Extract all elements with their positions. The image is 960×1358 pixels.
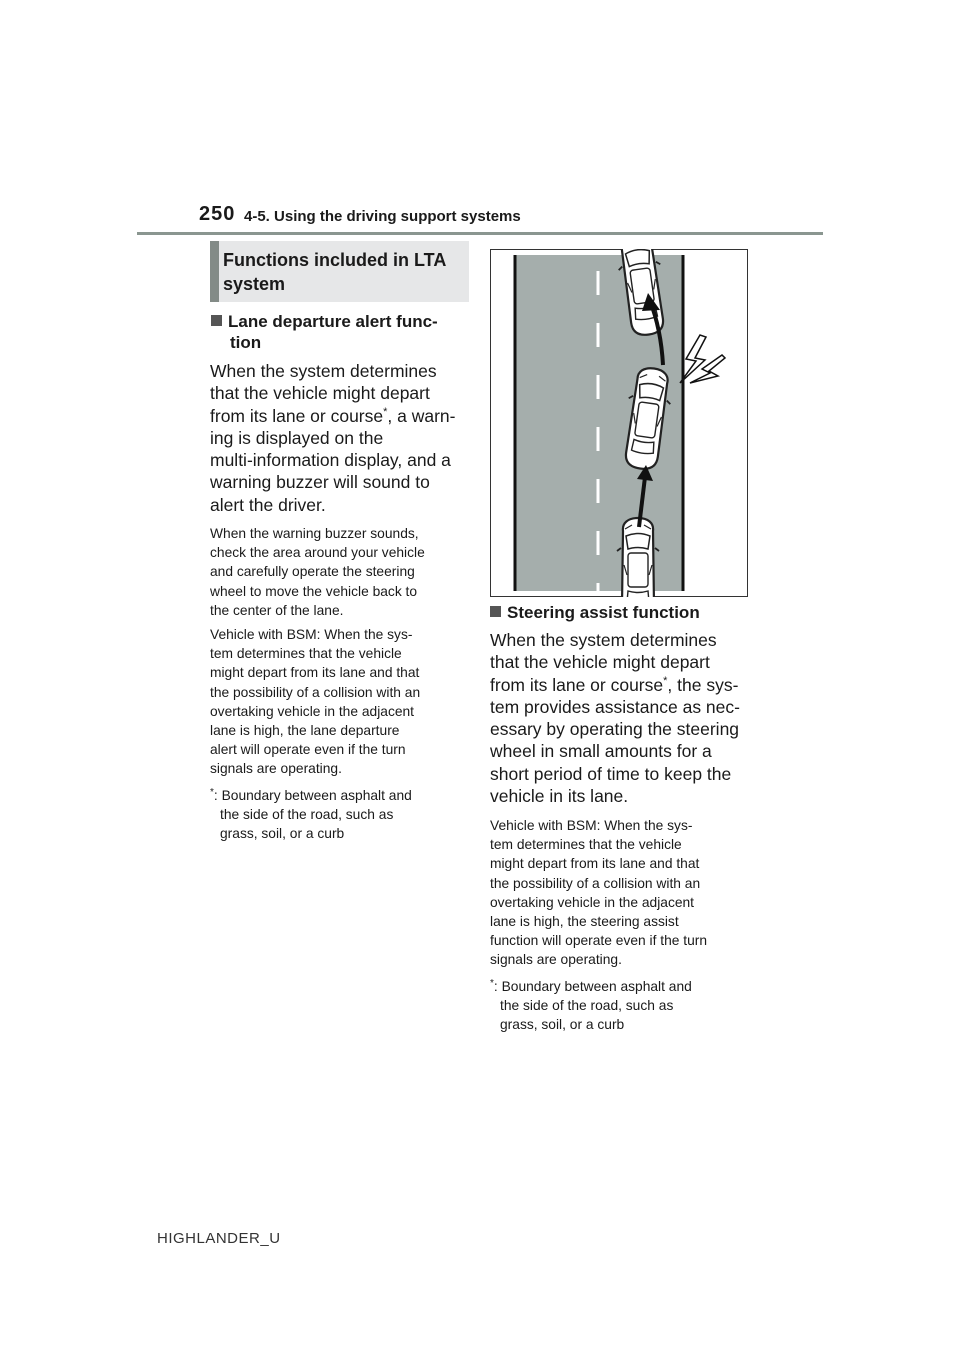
- steering-assist-description: When the system determines that the vehicle might depart from its lane or course*, the sys- tem provides assistance as nec- essary by operating the steering wheel in small amounts for a short period of time to keep the vehicle in its lane.: [490, 630, 740, 807]
- footnote-left: *: Boundary between asphalt and the side of the road, such as grass, soil, or a curb: [210, 787, 412, 842]
- buzzer-note: When the warning buzzer sounds, check the area around your vehicle and carefully operate the steering wheel to move the vehicle back to the center of the lane.: [210, 526, 425, 618]
- footnote-right: *: Boundary between asphalt and the side of the road, such as grass, soil, or a curb: [490, 978, 692, 1033]
- section-title: 4-5. Using the driving support systems: [244, 208, 521, 225]
- lane-departure-description: When the system determines that the vehicle might depart from its lane or course*, a warn- ing is displayed on the multi-information display, and a warning buzzer will sound to alert the driver.: [210, 361, 456, 515]
- section-heading: [210, 241, 469, 302]
- steering-assist-subheading: Steering assist function: [490, 602, 760, 623]
- footnote-marker: *: [383, 405, 388, 418]
- square-bullet-icon: [490, 606, 501, 617]
- footnote-marker: *: [663, 674, 668, 687]
- lane-departure-alert-subheading: Lane departure alert func- tion: [211, 311, 471, 353]
- page-number: 250: [199, 203, 236, 225]
- car-bottom-icon: [617, 518, 659, 597]
- heading-accent-bar: [210, 241, 219, 302]
- lane-departure-diagram: [490, 249, 748, 597]
- heading-text: Functions included in LTA system: [223, 250, 447, 294]
- model-footer: HIGHLANDER_U: [157, 1230, 281, 1247]
- square-bullet-icon: [211, 315, 222, 326]
- bsm-note-right: Vehicle with BSM: When the sys- tem determines that the vehicle might depart from its lane and that the possibility of a collision with an overtaking vehicle in the adjacent lane is high, the steering assist function will operate even if the turn signals are operating.: [490, 818, 708, 968]
- header-rule: [137, 232, 823, 235]
- bsm-note-left: Vehicle with BSM: When the sys- tem determines that the vehicle might depart from its lane and that the possibility of a collision with an overtaking vehicle in the adjacent lane is high, the lane departure alert will operate even if the turn signals are operating.: [210, 627, 421, 777]
